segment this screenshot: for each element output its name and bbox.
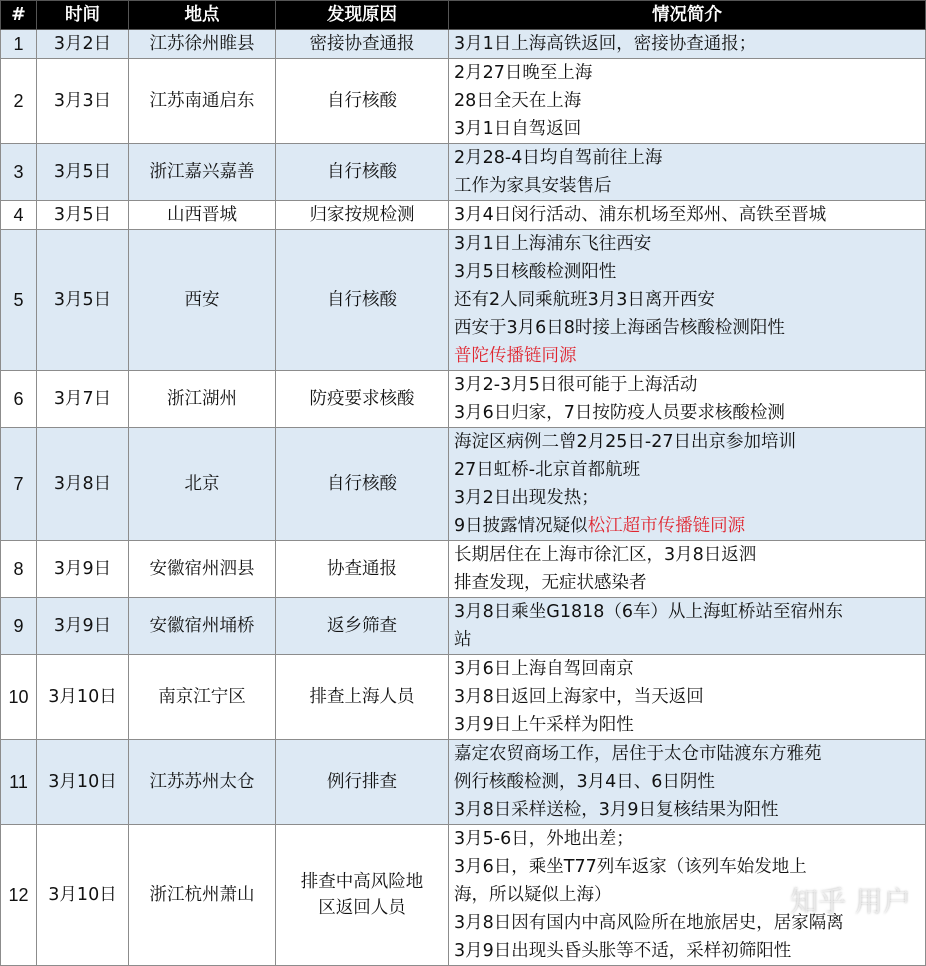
reason-line: 密接协查通报 [309,34,415,54]
row-date: 3月10日 [37,655,129,740]
detail-text: 西安于3月6日8时接上海函告核酸检测阳性 [454,318,785,338]
row-reason [276,371,449,428]
reason-line: 例行排查 [327,772,397,792]
reason-line: 区返回人员 [318,898,406,918]
detail-text: 3月6日，乘坐T77列车返家（该列车始发地上 [454,857,807,877]
row-index: 4 [1,201,37,230]
detail-text: 3月8日因有国内中高风险所在地旅居史，居家隔离 [454,913,844,933]
detail-text: 3月1日自驾返回 [454,119,582,139]
row-date: 3月10日 [37,740,129,825]
row-detail [449,428,926,541]
detail-text: 还有2人同乘航班3月3日离开西安 [454,290,715,310]
row-reason [276,825,449,966]
reason-line: 归家按规检测 [309,205,415,225]
detail-line [454,768,921,796]
detail-text: 工作为家具安装售后 [454,176,612,196]
detail-line [454,286,921,314]
row-detail [449,230,926,371]
row-date: 3月10日 [37,825,129,966]
reason-line: 自行核酸 [327,474,397,494]
header-row [1,1,926,30]
row-detail [449,740,926,825]
table-body [1,30,926,966]
table-row [1,541,926,598]
detail-line [454,371,921,399]
detail-line [454,201,921,229]
row-index: 9 [1,598,37,655]
row-date: 3月5日 [37,230,129,371]
row-reason [276,201,449,230]
highlight-text: 松江超市传播链同源 [587,516,746,536]
row-index: 12 [1,825,37,966]
detail-text: 28日全天在上海 [454,91,582,111]
reason-line: 自行核酸 [327,91,397,111]
row-reason [276,144,449,201]
row-detail [449,371,926,428]
detail-line [454,569,921,597]
reason-line: 返乡筛查 [327,616,397,636]
row-date: 3月5日 [37,144,129,201]
detail-line [454,115,921,143]
header-reason: 发现原因 [276,1,449,30]
table-row [1,59,926,144]
row-reason [276,230,449,371]
row-place: 西安 [129,230,276,371]
detail-line [454,796,921,824]
header-date: 时间 [37,1,129,30]
detail-text: 27日虹桥-北京首都航班 [454,460,641,480]
table-row [1,655,926,740]
detail-text: 排查发现，无症状感染者 [454,573,647,593]
detail-text: 3月5日核酸检测阳性 [454,262,617,282]
detail-line [454,598,921,626]
detail-line [454,30,921,58]
row-date: 3月8日 [37,428,129,541]
detail-text: 3月1日上海高铁返回，密接协查通报； [454,34,757,54]
detail-line [454,881,921,909]
detail-line [454,314,921,342]
detail-line [454,258,921,286]
detail-line [454,428,921,456]
row-place: 江苏苏州太仓 [129,740,276,825]
row-place: 江苏徐州睢县 [129,30,276,59]
row-reason [276,740,449,825]
detail-line [454,711,921,739]
detail-text: 9日披露情况疑似 [454,516,588,536]
detail-text: 3月9日上午采样为阳性 [454,715,634,735]
row-place: 浙江嘉兴嘉善 [129,144,276,201]
row-reason [276,30,449,59]
row-date: 3月9日 [37,598,129,655]
row-reason [276,428,449,541]
detail-line [454,541,921,569]
detail-text: 3月9日出现头昏头胀等不适，采样初筛阳性 [454,941,792,961]
row-detail [449,201,926,230]
reason-line: 协查通报 [327,559,397,579]
header-place: 地点 [129,1,276,30]
row-index: 10 [1,655,37,740]
detail-text: 海淀区病例二曾2月25日-27日出京参加培训 [454,432,796,452]
row-detail [449,825,926,966]
detail-line [454,172,921,200]
row-detail [449,598,926,655]
detail-line [454,456,921,484]
detail-text: 3月8日返回上海家中，当天返回 [454,687,704,707]
row-index: 7 [1,428,37,541]
detail-text: 3月1日上海浦东飞往西安 [454,234,652,254]
detail-text: 3月6日归家，7日按防疫人员要求核酸检测 [454,403,785,423]
reason-line: 防疫要求核酸 [309,389,415,409]
detail-line [454,937,921,965]
detail-text: 3月5-6日，外地出差； [454,829,634,849]
detail-text: 3月4日闵行活动、浦东机场至郑州、高铁至晋城 [454,205,827,225]
row-place: 浙江湖州 [129,371,276,428]
row-reason [276,59,449,144]
detail-text: 嘉定农贸商场工作，居住于太仓市陆渡东方雅苑 [454,744,822,764]
detail-line [454,342,921,370]
detail-line [454,230,921,258]
header-detail: 情况简介 [449,1,926,30]
row-place: 北京 [129,428,276,541]
watermark: 知乎 用户 [790,885,911,918]
reason-line: 排查上海人员 [309,687,415,707]
detail-text: 2月27日晚至上海 [454,63,593,83]
detail-text: 站 [454,630,472,650]
detail-text: 例行核酸检测，3月4日、6日阴性 [454,772,715,792]
row-reason [276,541,449,598]
detail-line [454,683,921,711]
row-detail [449,655,926,740]
detail-line [454,144,921,172]
detail-text: 3月8日采样送检，3月9日复核结果为阳性 [454,800,779,820]
detail-line [454,740,921,768]
table-row [1,201,926,230]
table-row [1,371,926,428]
row-date: 3月9日 [37,541,129,598]
table-row [1,740,926,825]
row-detail [449,30,926,59]
row-index: 3 [1,144,37,201]
row-date: 3月7日 [37,371,129,428]
row-index: 5 [1,230,37,371]
table-row [1,230,926,371]
row-date: 3月5日 [37,201,129,230]
detail-text: 海，所以疑似上海） [454,885,612,905]
detail-text: 3月2日出现发热； [454,488,599,508]
row-reason [276,598,449,655]
detail-line [454,655,921,683]
detail-line [454,512,921,540]
reason-line: 自行核酸 [327,290,397,310]
detail-text: 3月8日乘坐G1818（6车）从上海虹桥站至宿州东 [454,602,843,622]
highlight-text: 普陀传播链同源 [454,346,577,366]
detail-line [454,626,921,654]
detail-line [454,825,921,853]
table-row [1,428,926,541]
detail-line [454,87,921,115]
detail-line [454,59,921,87]
row-place: 安徽宿州泗县 [129,541,276,598]
row-index: 8 [1,541,37,598]
detail-text: 2月28-4日均自驾前往上海 [454,148,663,168]
row-place: 浙江杭州萧山 [129,825,276,966]
row-place: 南京江宁区 [129,655,276,740]
reason-line: 排查中高风险地 [300,872,424,892]
header-index: # [1,1,37,30]
detail-line [454,484,921,512]
table-row [1,598,926,655]
reason-line: 自行核酸 [327,162,397,182]
row-place: 安徽宿州埇桥 [129,598,276,655]
row-index: 2 [1,59,37,144]
detail-line [454,399,921,427]
detail-text: 长期居住在上海市徐汇区，3月8日返泗 [454,545,757,565]
table-row [1,30,926,59]
detail-line [454,909,921,937]
row-date: 3月3日 [37,59,129,144]
table-row [1,144,926,201]
detail-text: 3月6日上海自驾回南京 [454,659,634,679]
detail-line [454,853,921,881]
row-index: 6 [1,371,37,428]
row-detail [449,59,926,144]
row-date: 3月2日 [37,30,129,59]
row-index: 1 [1,30,37,59]
row-index: 11 [1,740,37,825]
row-place: 山西晋城 [129,201,276,230]
row-reason [276,655,449,740]
row-place: 江苏南通启东 [129,59,276,144]
table-row [1,825,926,966]
row-detail [449,541,926,598]
row-detail [449,144,926,201]
detail-text: 3月2-3月5日很可能于上海活动 [454,375,698,395]
